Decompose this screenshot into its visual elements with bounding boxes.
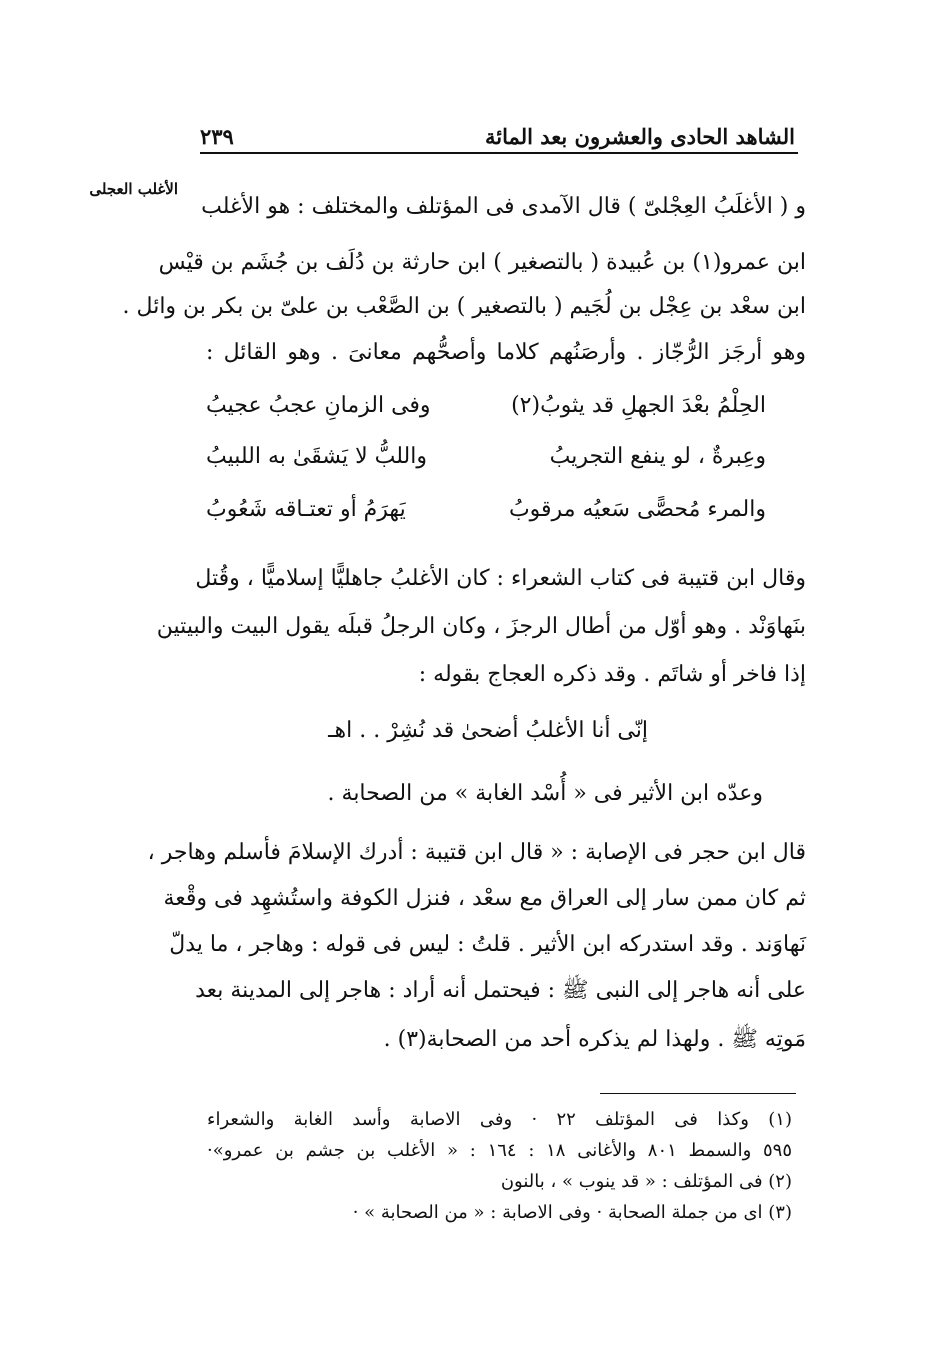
body-line: وعدّه ابن الأثير فى « أُسْد الغابة » من الصحابة . bbox=[327, 781, 763, 806]
body-line: مَوتِه ﷺ . ولهذا لم يذكره أحد من الصحابة(٣) . bbox=[383, 1027, 806, 1052]
body-line: ابن عمرو(١) بن عُبيدة ( بالتصغير ) ابن حارثة بن دُلَف بن جُشَم بن قيْس bbox=[158, 250, 806, 275]
verse-hemistich-second: واللبُّ لا يَشقَىٰ به اللبيبُ bbox=[206, 444, 427, 469]
verse-hemistich-first: الحِلْمُ بعْدَ الجهلِ قد يثوبُ(٢) bbox=[511, 393, 766, 418]
body-line: قال ابن حجر فى الإصابة : « قال ابن قتيبة : أدرك الإسلامَ فأسلم وهاجر ، bbox=[147, 840, 806, 865]
verse-line bbox=[206, 393, 766, 427]
body-line: ابن سعْد بن عِجْل بن لُجَيم ( بالتصغير ) بن الصَّعْب بن علىّ بن بكر بن وائل . bbox=[122, 294, 806, 319]
body-line: بنَهاوَنْد . وهو أوّل من أطال الرجزَ ، وكان الرجلُ قبلَه يقول البيت والبيتين bbox=[156, 614, 806, 639]
quoted-verse: إنّى أنا الأغلبُ أضحىٰ قد نُشِرْ . . اهـ bbox=[328, 718, 648, 743]
margin-note: الأغلب العجلى bbox=[89, 180, 178, 198]
verse-hemistich-first: وعِبرةٌ ، لو ينفع التجريبُ bbox=[549, 444, 766, 469]
body-line: إذا فاخر أو شاتَم . وقد ذكره العجاج بقوله : bbox=[418, 662, 806, 687]
header-rule bbox=[200, 152, 798, 154]
body-line: وهو أرجَز الرُّجّاز . وأرصَنُهم كلاما وأصحُّهم معانىَ . وهو القائل : bbox=[206, 340, 806, 365]
body-line: نَهاوَند . وقد استدركه ابن الأثير . قلتُ : ليس فى قوله : وهاجر ، ما يدلّ bbox=[169, 932, 806, 957]
body-line: و ( الأغلَبُ العِجْلىّ ) قال الآمدى فى المؤتلف والمختلف : هو الأغلب bbox=[201, 194, 806, 219]
header-title: الشاهد الحادى والعشرون بعد المائة bbox=[485, 123, 795, 149]
body-line: وقال ابن قتيبة فى كتاب الشعراء : كان الأغلبُ جاهليًّا إسلاميًّا ، وقُتل bbox=[195, 566, 806, 591]
body-line: ثم كان ممن سار إلى العراق مع سعْد ، فنزل الكوفة واستُشهِد فى وقْعة bbox=[163, 886, 806, 911]
verse-line bbox=[206, 444, 766, 478]
body-line: على أنه هاجر إلى النبى ﷺ : فيحتمل أنه أراد : هاجر إلى المدينة بعد bbox=[195, 978, 806, 1003]
page-number: ٢٣٩ bbox=[200, 123, 234, 149]
verse-line bbox=[206, 497, 766, 531]
footnote-line: ٥٩٥ والسمط ٨٠١ والأغانى ١٨ : ١٦٤ : « الأغلب بن جشم بن عمرو»· bbox=[207, 1140, 793, 1161]
footnote-line: (٢) فى المؤتلف : « قد ينوب » ، بالنون bbox=[500, 1171, 792, 1192]
footnote-rule bbox=[600, 1093, 796, 1094]
verse-hemistich-first: والمرء مُحصًّى سَعيُه مرقوبُ bbox=[508, 497, 766, 522]
running-header bbox=[200, 118, 795, 154]
verse-hemistich-second: وفى الزمانِ عجبُ عجيبُ bbox=[206, 393, 431, 418]
verse-hemistich-second: يَهرَمُ أو تعتـاقه شَعُوبُ bbox=[206, 497, 406, 522]
footnote-line: (٣) اى من جملة الصحابة · وفى الاصابة : « من الصحابة » · bbox=[352, 1202, 792, 1223]
footnote-line: (١) وكذا فى المؤتلف ٢٢ · وفى الاصابة وأسد الغابة والشعراء bbox=[207, 1109, 792, 1130]
